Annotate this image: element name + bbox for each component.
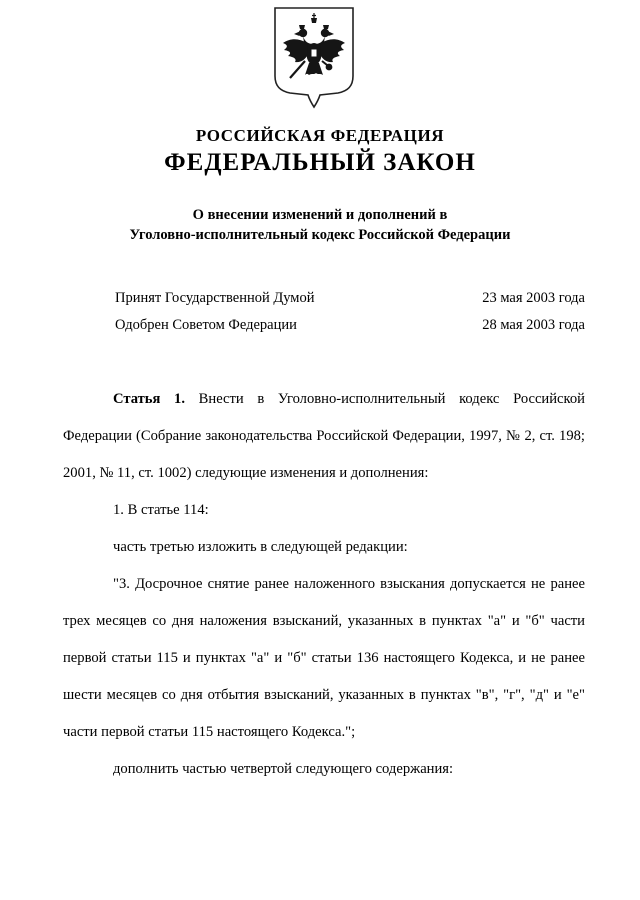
body-paragraph: дополнить частью четвертой следующего содержания: bbox=[113, 761, 454, 777]
law-subtitle-line1: О внесении изменений и дополнений в bbox=[192, 207, 448, 223]
article-1-paragraph bbox=[63, 381, 585, 492]
approved-by-council-date: 28 мая 2003 года bbox=[482, 317, 585, 333]
law-subtitle-line2: Уголовно-исполнительный кодекс Российской Федерации bbox=[129, 227, 511, 243]
body-paragraph: часть третью изложить в следующей редакции: bbox=[113, 539, 408, 555]
adoption-row-federation-council bbox=[115, 312, 585, 339]
russia-coat-of-arms bbox=[270, 5, 358, 116]
law-subtitle bbox=[0, 205, 640, 245]
law-body bbox=[63, 381, 585, 788]
article-1-text: Внести в Уголовно-исполнительный кодекс Российской Федерации (Собрание законодательства Российской Федерации, 1997, № 2, ст. 198; 2001, № 11, ст. 1002) следующие изменения и дополнения: bbox=[63, 391, 585, 481]
approved-by-council-label: Одобрен Советом Федерации bbox=[115, 317, 297, 333]
document-type-title: ФЕДЕРАЛЬНЫЙ ЗАКОН bbox=[164, 149, 476, 176]
country-title: РОССИЙСКАЯ ФЕДЕРАЦИЯ bbox=[195, 126, 445, 145]
adoption-row-duma bbox=[115, 285, 585, 312]
body-paragraph: 1. В статье 114: bbox=[113, 502, 209, 518]
double-headed-eagle-icon bbox=[270, 5, 358, 111]
article-1-label: Статья 1. bbox=[113, 391, 185, 407]
adoption-block bbox=[115, 285, 585, 339]
body-paragraph: "3. Досрочное снятие ранее наложенного взыскания допускается не ранее трех месяцев со дня наложения взысканий, указанных в пунктах "а" и "б" части первой статьи 115 и пунктах "а" и "б" статьи 136 настоящего Кодекса, и не ранее шести месяцев со дня отбытия взысканий, указанных в пунктах "в", "г", "д" и "е" части первой статьи 115 настоящего Кодекса."; bbox=[63, 576, 585, 740]
passed-by-duma-date: 23 мая 2003 года bbox=[482, 290, 585, 306]
passed-by-duma-label: Принят Государственной Думой bbox=[115, 290, 315, 306]
